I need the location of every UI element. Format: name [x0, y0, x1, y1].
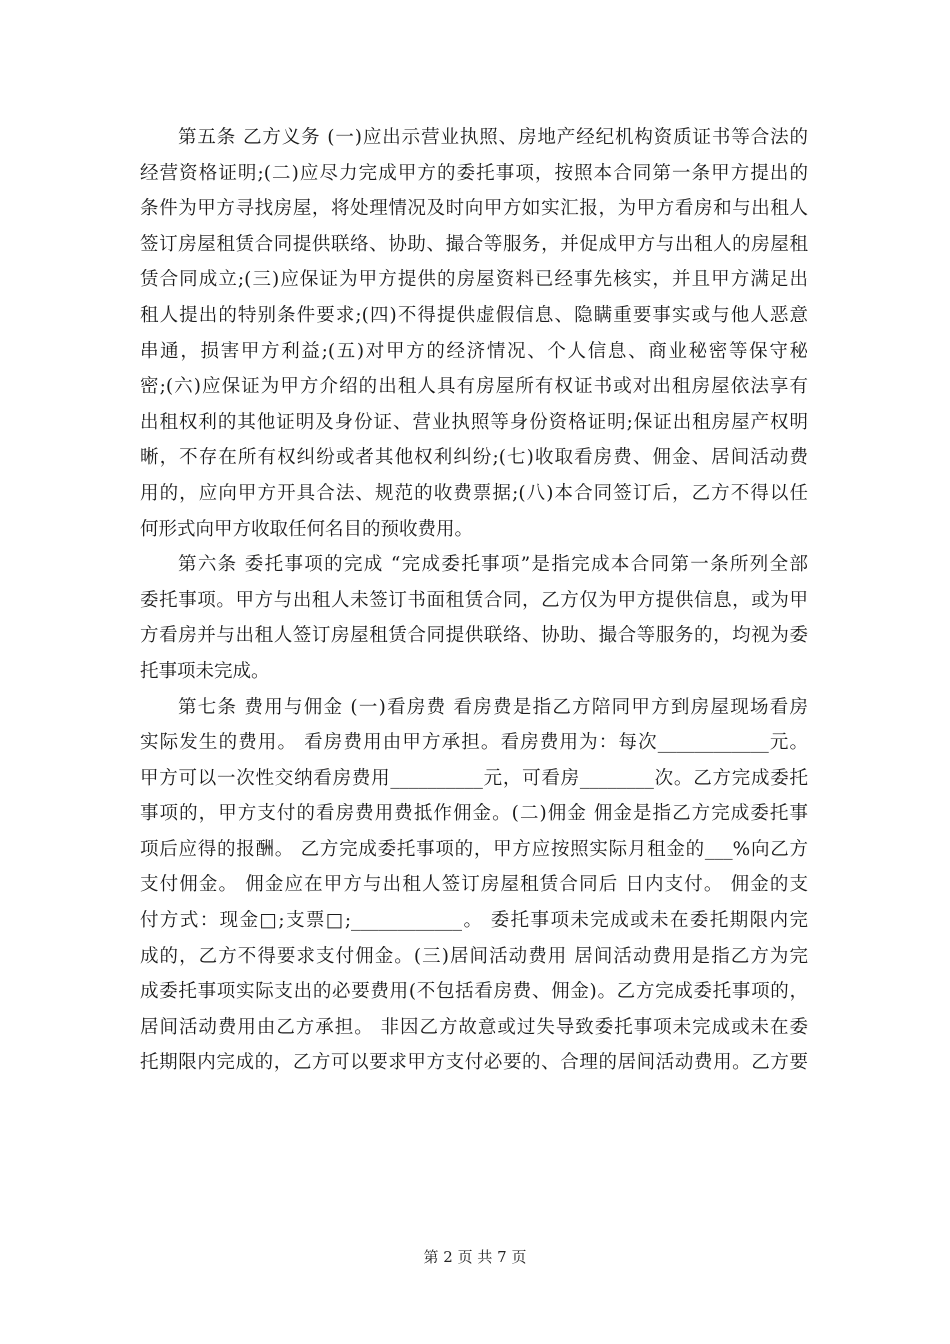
text-line: 签订房屋租赁合同提供联络、协助、撮合等服务，并促成甲方与出租人的房屋租: [140, 233, 808, 255]
text-line: 赁合同成立;(三)应保证为甲方提供的房屋资料已经事先核实，并且甲方满足出: [140, 269, 808, 291]
text-line: 项后应得的报酬。 乙方完成委托事项的，甲方应按照实际月租金的___%向乙方: [140, 838, 808, 860]
text-line: 成委托事项实际支出的必要费用(不包括看房费、佣金)。乙方完成委托事项的，: [140, 981, 808, 1003]
text-line: 成的，乙方不得要求支付佣金。(三)居间活动费用 居间活动费用是指乙方为完: [140, 945, 808, 967]
text-line: 用的，应向甲方开具合法、规范的收费票据;(八)本合同签订后，乙方不得以任: [140, 482, 808, 504]
text-line: 托事项未完成。: [140, 660, 270, 682]
text-line: 第五条 乙方义务 (一)应出示营业执照、房地产经纪机构资质证书等合法的: [178, 127, 808, 148]
text-line: 支付佣金。 佣金应在甲方与出租人签订房屋租赁合同后 日内支付。 佣金的支: [140, 874, 808, 896]
text-line: 托期限内完成的，乙方可以要求甲方支付必要的、合理的居间活动费用。乙方要: [140, 1052, 808, 1074]
text-line: 方看房并与出租人签订房屋租赁合同提供联络、协助、撮合等服务的，均视为委: [140, 625, 808, 647]
page-number: 第 2 页 共 7 页: [423, 1248, 527, 1266]
text-line: 甲方可以一次性交纳看房费用__________元，可看房________次。乙方完成委托: [140, 767, 808, 789]
text-line: 密;(六)应保证为甲方介绍的出租人具有房屋所有权证书或对出租房屋依法享有: [140, 376, 808, 398]
text-line: 租人提出的特别条件要求;(四)不得提供虚假信息、隐瞒重要事实或与他人恶意: [140, 304, 808, 326]
text-line: 经营资格证明;(二)应尽力完成甲方的委托事项，按照本合同第一条甲方提出的: [140, 162, 808, 184]
text-line: 出租权利的其他证明及身份证、营业执照等身份资格证明;保证出租房屋产权明: [140, 411, 808, 433]
text-line: 第六条 委托事项的完成 “完成委托事项”是指完成本合同第一条所列全部: [178, 554, 808, 576]
text-line: 实际发生的费用。 看房费用由甲方承担。看房费用为：每次____________元。: [140, 732, 808, 754]
text-line: 居间活动费用由乙方承担。 非因乙方故意或过失导致委托事项未完成或未在委: [140, 1016, 808, 1038]
text-line: 条件为甲方寻找房屋，将处理情况及时向甲方如实汇报，为甲方看房和与出租人: [140, 198, 808, 220]
document-body: [140, 120, 808, 1081]
text-line: 串通，损害甲方利益;(五)对甲方的经济情况、个人信息、商业秘密等保守秘: [140, 340, 808, 362]
text-line: 何形式向甲方收取任何名目的预收费用。: [140, 518, 474, 540]
text-line: 委托事项。甲方与出租人未签订书面租赁合同，乙方仅为甲方提供信息，或为甲: [140, 589, 808, 611]
text-line: 付方式：现金□;支票□;____________。 委托事项未完成或未在委托期限内完: [140, 910, 808, 932]
text-line: 第七条 费用与佣金 (一)看房费 看房费是指乙方陪同甲方到房屋现场看房: [178, 696, 808, 718]
text-line: 晰，不存在所有权纠纷或者其他权利纠纷;(七)收取看房费、佣金、居间活动费: [140, 447, 808, 469]
text-line: 事项的，甲方支付的看房费用费抵作佣金。(二)佣金 佣金是指乙方完成委托事: [140, 803, 808, 825]
